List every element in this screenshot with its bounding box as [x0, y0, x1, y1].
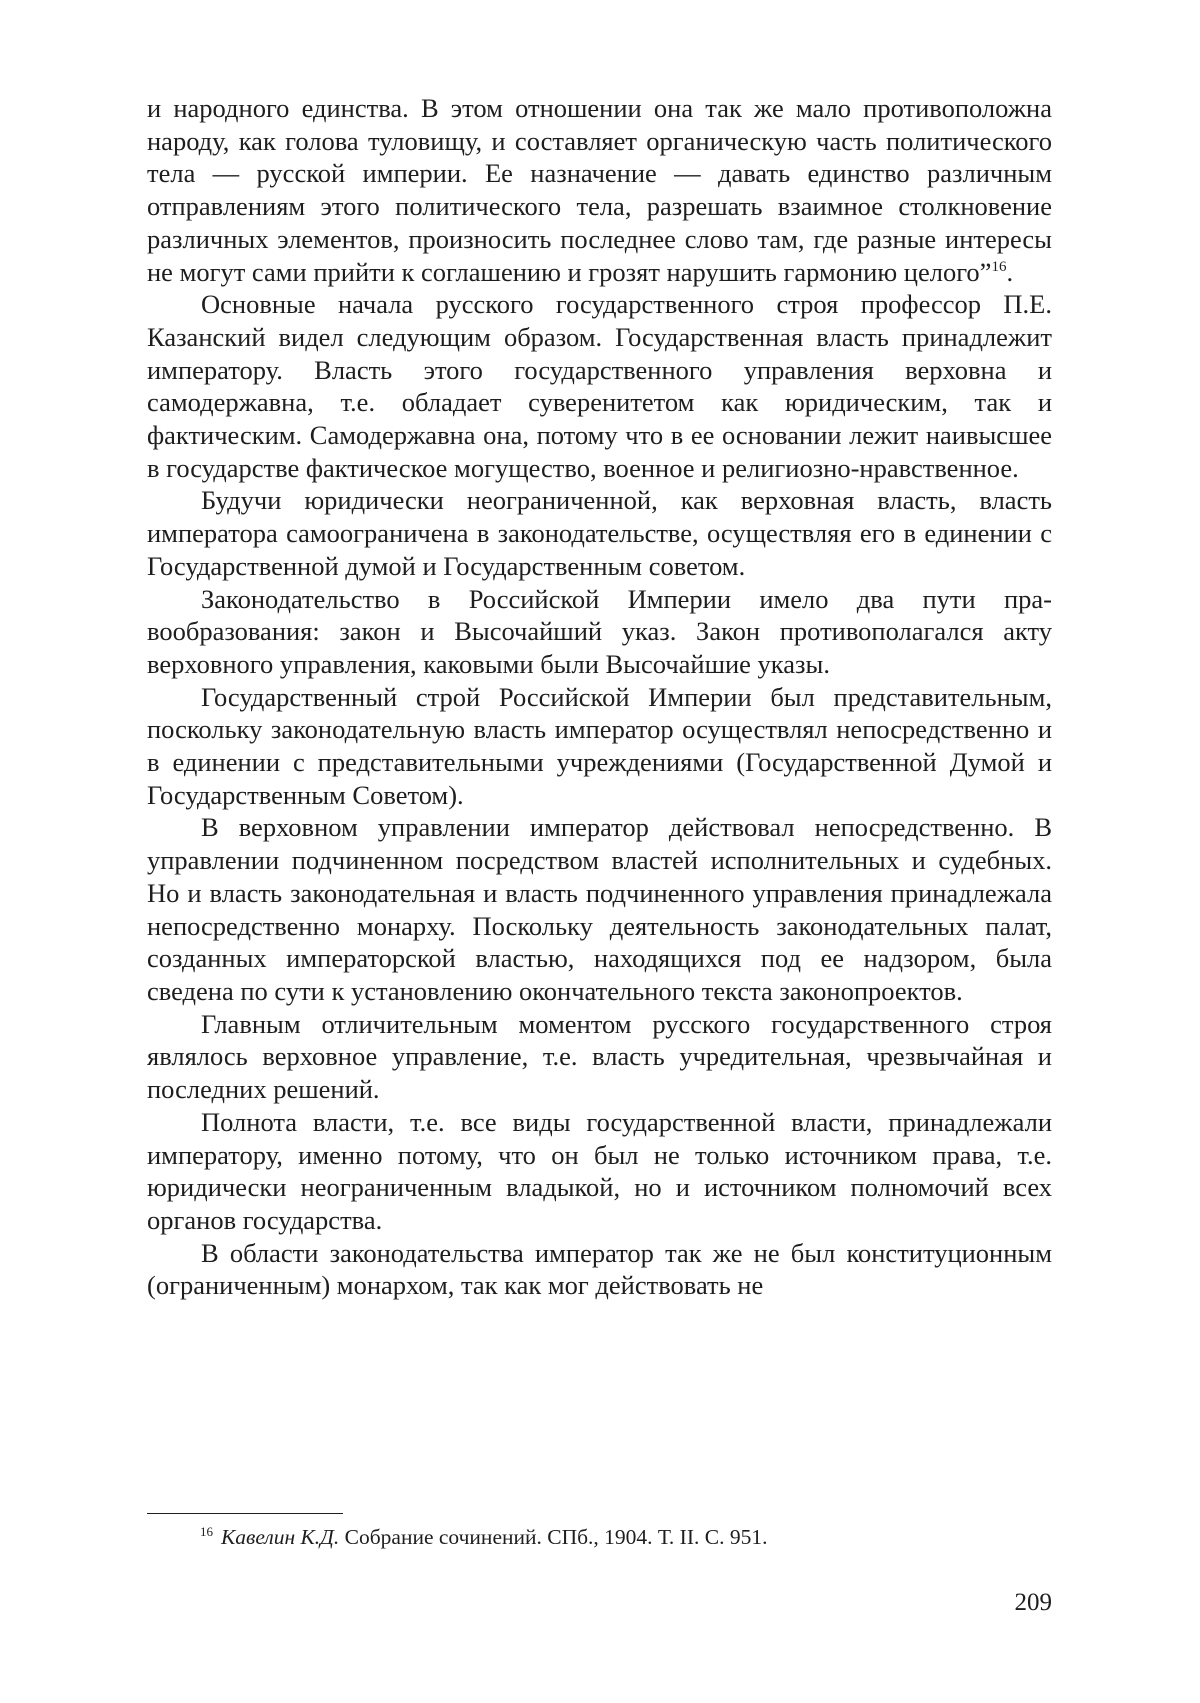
- paragraph-2: Основные начала русского государственного строя профессор П.Е. Казанский видел следующим образом. Государственная власть принадлежит императору. Власть этого государственного управ­ления верховна и самодержавна, т.е. обладает суверенитетом как юридическим, так и фактическим. Самодержавна она, потому что в ее основании лежит наивысшее в государстве фактическое могуще­ство, военное и религиозно-нравственное.: [147, 288, 1052, 484]
- footnote: [200, 1523, 1052, 1551]
- paragraph-5: Государственный строй Российской Империи был представи­тельным, поскольку законодательную власть император осущест­влял непосредственно и в единении с представительными учрежде­ниями (Государственной Думой и Государственным Советом).: [147, 681, 1052, 812]
- paragraph-1-text: и народного единства. В этом отношении она так же мало противо­положна народу, как голова туловищу, и составляет органическую часть политического тела — русской империи. Ее назначение — да­вать единство различным отправлениям этого политического тела, разрешать взаимное столкновение различных элементов, произно­сить последнее слово там, где разные интересы не могут сами при­йти к соглашению и грозят нарушить гармонию целого”: [147, 93, 1052, 287]
- paragraph-6: В верховном управлении император действовал непосредствен­но. В управлении подчиненном посредством властей исполнитель­ных и судебных. Но и власть законодательная и власть подчиненно­го управления принадлежала непосредственно монарху. Поскольку деятельность законодательных палат, созданных императорской властью, находящихся под ее надзором, была сведена по сути к уста­новлению окончательного текста законопроектов.: [147, 811, 1052, 1007]
- paragraph-9: В области законодательства император так же не был консти­туционным (ограниченным) монархом, так как мог действовать не: [147, 1237, 1052, 1302]
- footnote-reference[interactable]: 16: [991, 259, 1006, 275]
- paragraph-3: Будучи юридически неограниченной, как верховная власть, власть императора самоограничена в законодательстве, осущест­вляя его в единении с Государственной думой и Государственным советом.: [147, 484, 1052, 582]
- paragraph-7: Главным отличительным моментом русского государственного строя являлось верховное управление, т.е. власть учредительная, чрезвычайная и последних решений.: [147, 1008, 1052, 1106]
- paragraph-1: [147, 92, 1052, 288]
- footnote-author: Кавелин К.Д.: [221, 1525, 339, 1549]
- footnote-number: 16: [200, 1524, 213, 1539]
- paragraph-8: Полнота власти, т.е. все виды государственной власти, принад­лежали императору, именно потому, что он был не только источни­ком права, т.е. юридически неограниченным владыкой, но и источ­ником полномочий всех органов государства.: [147, 1106, 1052, 1237]
- page-number: 209: [1015, 1588, 1053, 1618]
- paragraph-1-tail: .: [1006, 257, 1013, 287]
- footnote-divider: [147, 1513, 343, 1514]
- page-body: [147, 92, 1052, 1302]
- paragraph-4: Законодательство в Российской Империи имело два пути пра­вообразования: закон и Высочайший указ. Закон противополагался акту верховного управления, каковыми были Высочайшие указы.: [147, 583, 1052, 681]
- footnote-text: Собрание сочинений. СПб., 1904. Т. II. С. 951.: [339, 1525, 767, 1549]
